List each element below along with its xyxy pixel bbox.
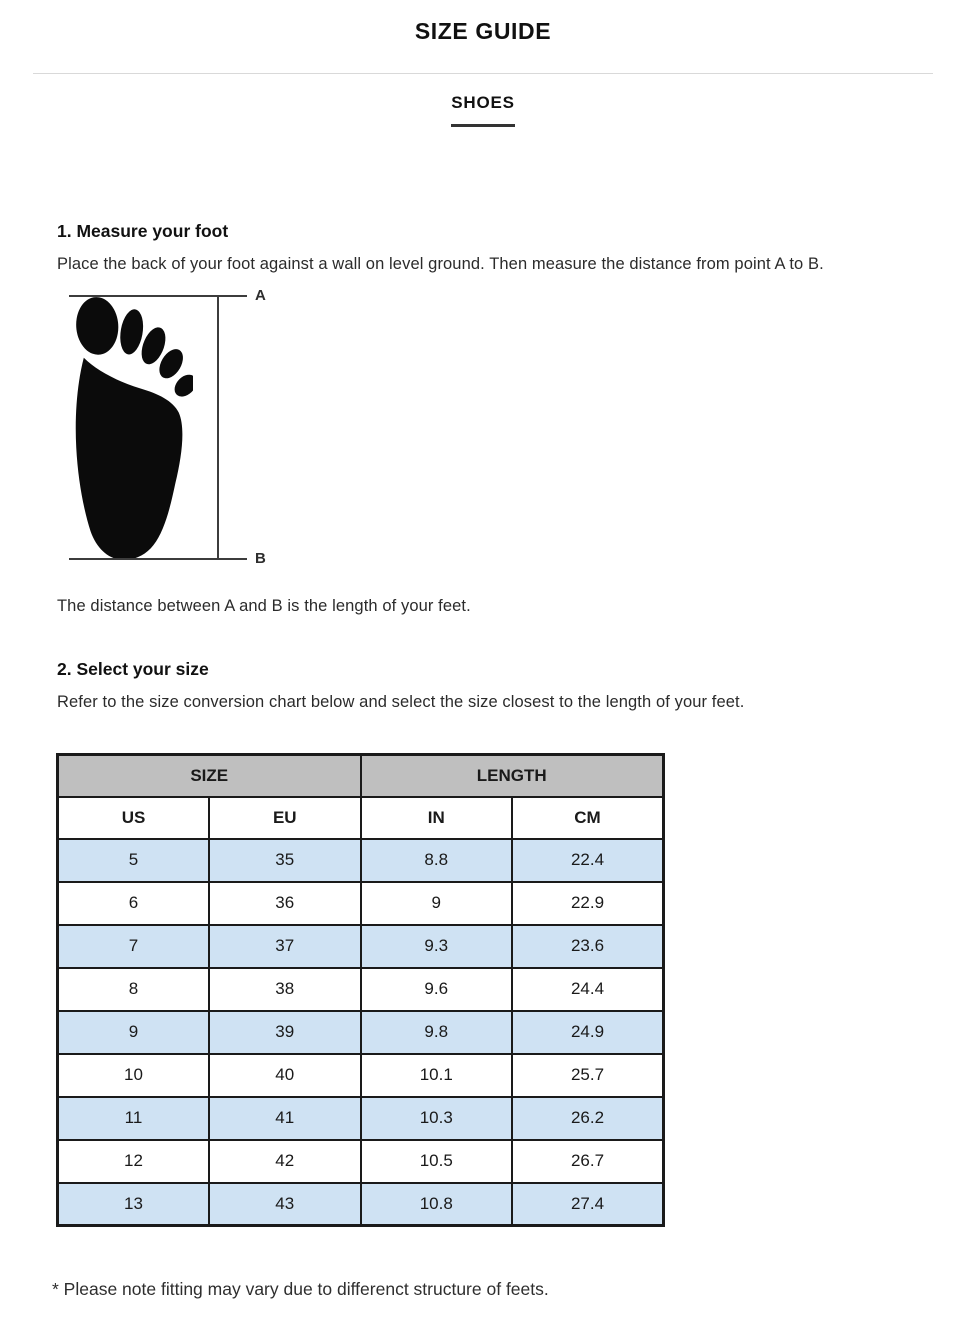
cell-eu: 41 xyxy=(209,1097,361,1140)
category-title: SHOES xyxy=(451,93,515,112)
step1-instructions: Place the back of your foot against a wall on level ground. Then measure the distance from point A to B. xyxy=(57,255,824,273)
cell-us: 12 xyxy=(58,1140,210,1183)
cell-in: 10.5 xyxy=(361,1140,513,1183)
measure-line-a xyxy=(69,295,247,297)
cell-cm: 23.6 xyxy=(512,925,664,968)
page-title: SIZE GUIDE xyxy=(414,18,552,44)
table-row xyxy=(58,1183,664,1226)
measure-line-vertical xyxy=(217,295,219,560)
step1-caption: The distance between A and B is the length of your feet. xyxy=(57,597,471,615)
cell-us: 11 xyxy=(58,1097,210,1140)
col-header-us: US xyxy=(58,797,210,839)
cell-in: 9.8 xyxy=(361,1011,513,1054)
cell-eu: 38 xyxy=(209,968,361,1011)
cell-in: 9.3 xyxy=(361,925,513,968)
table-row xyxy=(58,1140,664,1183)
col-header-cm: CM xyxy=(512,797,664,839)
table-row xyxy=(58,925,664,968)
table-column-header-row xyxy=(58,797,664,839)
cell-us: 13 xyxy=(58,1183,210,1226)
footprint-icon xyxy=(67,296,193,560)
step2-heading: 2. Select your size xyxy=(57,659,209,679)
fitting-footnote: * Please note fitting may vary due to differenct structure of feets. xyxy=(52,1279,549,1299)
cell-cm: 24.4 xyxy=(512,968,664,1011)
size-conversion-table-container xyxy=(56,753,665,1227)
cell-eu: 40 xyxy=(209,1054,361,1097)
cell-us: 7 xyxy=(58,925,210,968)
cell-in: 10.8 xyxy=(361,1183,513,1226)
length-group-header: LENGTH xyxy=(361,755,664,797)
cell-in: 8.8 xyxy=(361,839,513,882)
cell-eu: 37 xyxy=(209,925,361,968)
cell-in: 10.3 xyxy=(361,1097,513,1140)
step2-instructions: Refer to the size conversion chart below and select the size closest to the length of your feet. xyxy=(57,693,745,711)
foot-measurement-diagram xyxy=(57,287,297,572)
cell-eu: 39 xyxy=(209,1011,361,1054)
cell-cm: 22.9 xyxy=(512,882,664,925)
cell-us: 9 xyxy=(58,1011,210,1054)
cell-us: 8 xyxy=(58,968,210,1011)
cell-in: 10.1 xyxy=(361,1054,513,1097)
cell-cm: 24.9 xyxy=(512,1011,664,1054)
cell-cm: 27.4 xyxy=(512,1183,664,1226)
cell-cm: 26.2 xyxy=(512,1097,664,1140)
cell-eu: 42 xyxy=(209,1140,361,1183)
cell-us: 6 xyxy=(58,882,210,925)
cell-in: 9.6 xyxy=(361,968,513,1011)
step1-heading: 1. Measure your foot xyxy=(57,221,229,241)
cell-cm: 25.7 xyxy=(512,1054,664,1097)
table-row xyxy=(58,839,664,882)
table-row xyxy=(58,968,664,1011)
size-conversion-table xyxy=(56,753,665,1227)
table-row xyxy=(58,882,664,925)
cell-cm: 26.7 xyxy=(512,1140,664,1183)
table-group-header-row xyxy=(58,755,664,797)
col-header-eu: EU xyxy=(209,797,361,839)
header-divider xyxy=(33,73,933,74)
table-row xyxy=(58,1054,664,1097)
table-row xyxy=(58,1097,664,1140)
col-header-in: IN xyxy=(361,797,513,839)
table-row xyxy=(58,1011,664,1054)
size-group-header: SIZE xyxy=(58,755,361,797)
point-a-label: A xyxy=(255,287,266,304)
point-b-label: B xyxy=(255,550,266,567)
cell-eu: 36 xyxy=(209,882,361,925)
cell-eu: 43 xyxy=(209,1183,361,1226)
category-underline xyxy=(451,124,515,127)
cell-cm: 22.4 xyxy=(512,839,664,882)
cell-eu: 35 xyxy=(209,839,361,882)
measure-line-b xyxy=(69,558,247,560)
cell-in: 9 xyxy=(361,882,513,925)
cell-us: 5 xyxy=(58,839,210,882)
cell-us: 10 xyxy=(58,1054,210,1097)
